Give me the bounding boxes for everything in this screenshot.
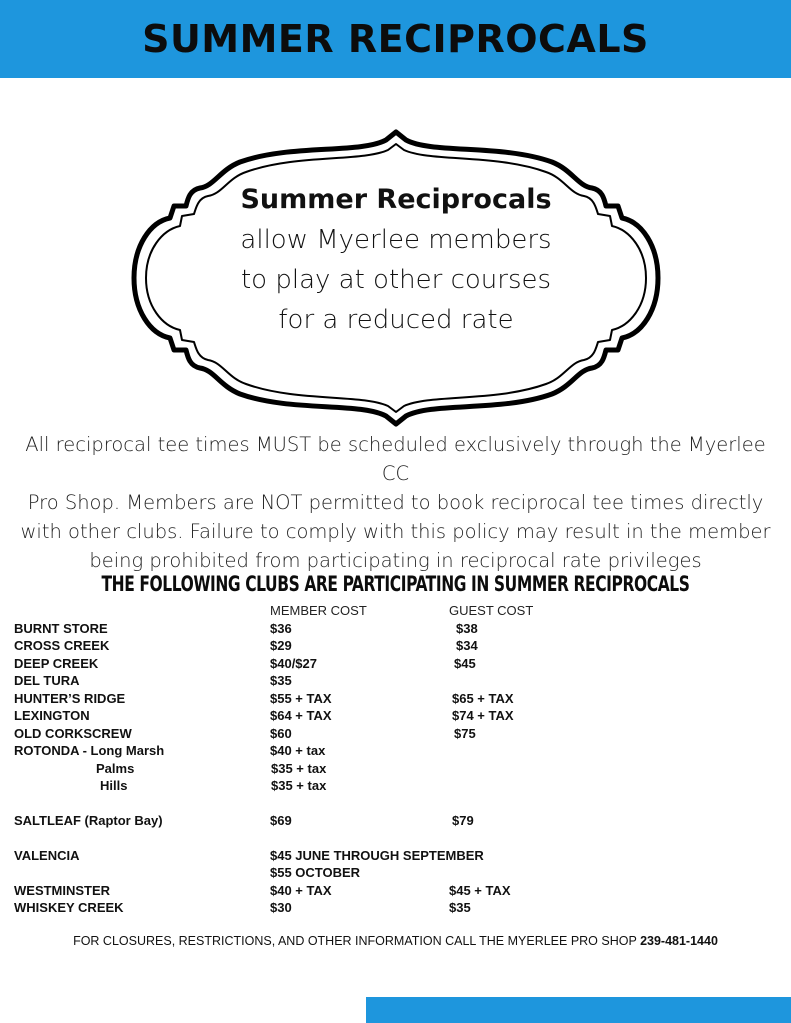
club-name: DEEP CREEK: [14, 656, 99, 671]
member-cost-header: MEMBER COST: [270, 603, 367, 618]
table-row: [0, 673, 791, 690]
table-row: [0, 656, 791, 673]
table-row: [0, 708, 791, 725]
guest-cost-header: GUEST COST: [449, 603, 534, 618]
member-cost: $40 + tax: [270, 743, 326, 758]
table-row: [0, 900, 791, 917]
club-name: DEL TURA: [14, 673, 80, 688]
footer-text: FOR CLOSURES, RESTRICTIONS, AND OTHER INFORMATION CALL THE MYERLEE PRO SHOP: [73, 934, 641, 948]
club-name: OLD CORKSCREW: [14, 726, 132, 741]
table-row: [0, 638, 791, 655]
member-cost: $35 + tax: [271, 778, 327, 793]
club-name: CROSS CREEK: [14, 638, 110, 653]
bottom-accent-bar: [366, 997, 791, 1023]
guest-cost: $74 + TAX: [452, 708, 514, 723]
table-row: [0, 621, 791, 638]
header-banner: [0, 0, 791, 78]
table-row: [0, 761, 791, 778]
member-cost: $55 + TAX: [270, 691, 332, 706]
member-cost: $35 + tax: [271, 761, 327, 776]
frame-text: [130, 180, 662, 340]
club-name: VALENCIA: [14, 848, 80, 863]
club-name: Palms: [96, 761, 135, 776]
guest-cost: $79: [452, 813, 474, 828]
frame-title: Summer Reciprocals: [240, 184, 552, 215]
guest-cost: $45: [454, 656, 476, 671]
member-cost: $69: [270, 813, 292, 828]
member-cost: $35: [270, 673, 292, 688]
footer-phone: 239-481-1440: [640, 934, 718, 948]
policy-line-1: All reciprocal tee times MUST be scheduled exclusively through the Myerlee CC: [25, 433, 766, 485]
club-name: WESTMINSTER: [14, 883, 111, 898]
policy-line-4: being prohibited from participating in reciprocal rate privileges: [89, 549, 702, 572]
policy-line-2: Pro Shop. Members are NOT permitted to book reciprocal tee times directly: [27, 491, 764, 514]
footer-note: [0, 934, 791, 948]
member-cost: $55 OCTOBER: [270, 865, 361, 880]
guest-cost: $38: [456, 621, 478, 636]
guest-cost: $65 + TAX: [452, 691, 514, 706]
club-name: ROTONDA - Long Marsh: [14, 743, 165, 758]
member-cost: $30: [270, 900, 292, 915]
table-row: [0, 813, 791, 830]
table-row: [0, 865, 791, 882]
frame-line-2: to play at other courses: [240, 265, 552, 295]
guest-cost: $45 + TAX: [449, 883, 511, 898]
table-row: [0, 883, 791, 900]
member-cost: $45 JUNE THROUGH SEPTEMBER: [270, 848, 484, 863]
decorative-frame: [130, 126, 662, 430]
page-title: SUMMER RECIPROCALS: [142, 17, 649, 61]
frame-line-3: for a reduced rate: [278, 305, 514, 335]
guest-cost: $34: [456, 638, 478, 653]
policy-text: [20, 430, 771, 575]
policy-line-3: with other clubs. Failure to comply with this policy may result in the member: [20, 520, 771, 543]
member-cost: $64 + TAX: [270, 708, 332, 723]
table-row: [0, 848, 791, 865]
guest-cost: $75: [454, 726, 476, 741]
member-cost: $40/$27: [270, 656, 317, 671]
member-cost: $40 + TAX: [270, 883, 332, 898]
member-cost: $60: [270, 726, 292, 741]
club-name: HUNTER’S RIDGE: [14, 691, 126, 706]
club-name: SALTLEAF (Raptor Bay): [14, 813, 163, 828]
club-name: BURNT STORE: [14, 621, 108, 636]
table-row: [0, 691, 791, 708]
clubs-heading: THE FOLLOWING CLUBS ARE PARTICIPATING IN SUMMER RECIPROCALS: [101, 572, 690, 596]
guest-cost: $35: [449, 900, 471, 915]
member-cost: $36: [270, 621, 292, 636]
table-row: [0, 726, 791, 743]
table-row: [0, 743, 791, 760]
member-cost: $29: [270, 638, 292, 653]
club-name: Hills: [100, 778, 128, 793]
frame-line-1: allow Myerlee members: [240, 225, 552, 255]
club-name: LEXINGTON: [14, 708, 90, 723]
club-name: WHISKEY CREEK: [14, 900, 124, 915]
table-row: [0, 778, 791, 795]
